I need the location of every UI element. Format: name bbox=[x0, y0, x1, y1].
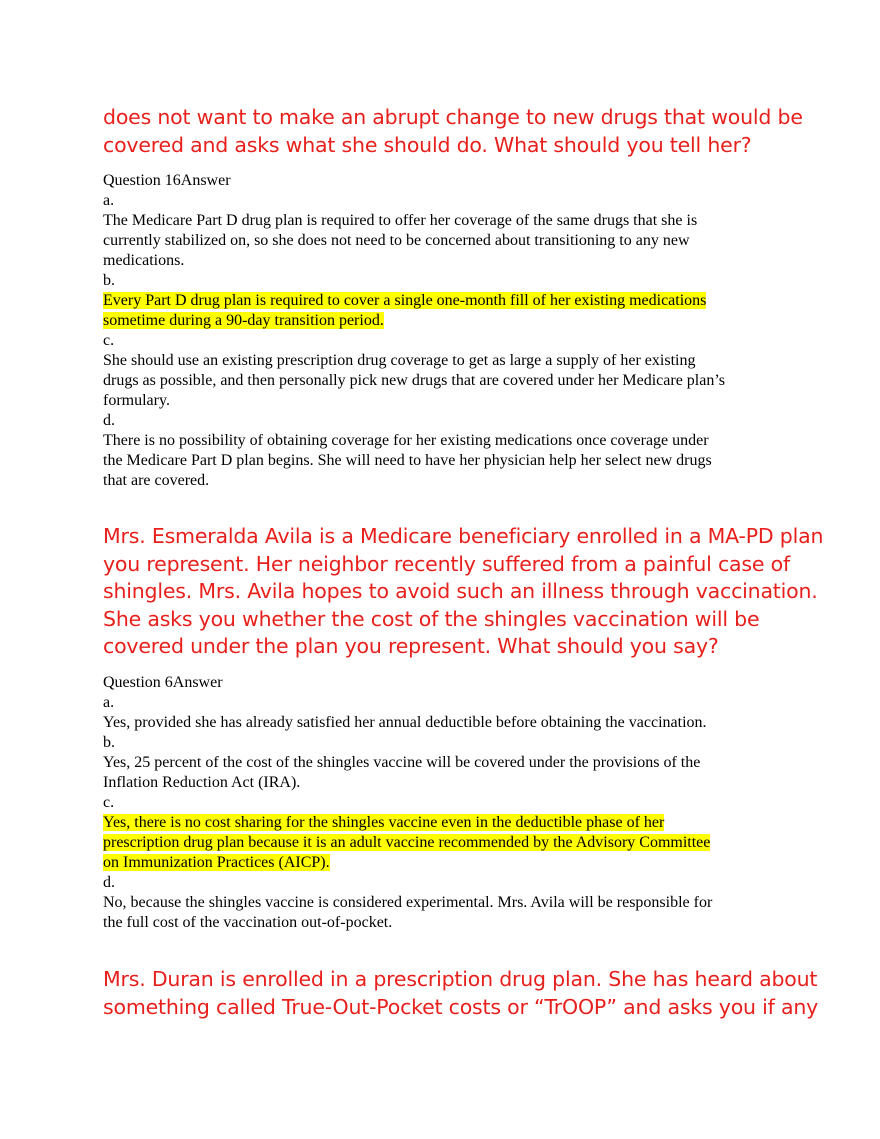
option-letter-d: d. bbox=[103, 412, 115, 429]
prompt-line: covered and asks what she should do. What should you tell her? bbox=[103, 132, 752, 157]
question-prompt-2 bbox=[103, 523, 823, 661]
option-text-c: She should use an existing prescription drug coverage to get as large a supply of her existing bbox=[103, 352, 696, 369]
option-text-d: the Medicare Part D plan begins. She will need to have her physician help her select new drugs bbox=[103, 452, 712, 469]
option-letter-a: a. bbox=[103, 192, 115, 209]
prompt-line: does not want to make an abrupt change to new drugs that would be bbox=[103, 105, 803, 129]
option-text-a: Yes, provided she has already satisfied her annual deductible before obtaining the vaccination. bbox=[103, 714, 707, 731]
option-letter-a: a. bbox=[103, 694, 115, 711]
option-text-d: that are covered. bbox=[103, 472, 210, 489]
prompt-line: you represent. Her neighbor recently suffered from a painful case of bbox=[103, 551, 790, 576]
option-letter-c: c. bbox=[103, 794, 115, 811]
question-label: Question 16Answer bbox=[103, 172, 231, 189]
option-text-d: There is no possibility of obtaining coverage for her existing medications once coverage under bbox=[103, 432, 709, 449]
option-letter-b: b. bbox=[103, 272, 115, 289]
prompt-line: covered under the plan you represent. What should you say? bbox=[103, 634, 719, 658]
option-text-b-highlighted: Every Part D drug plan is required to cover a single one-month fill of her existing medications bbox=[103, 292, 707, 309]
option-text-c-highlighted: on Immunization Practices (AICP). bbox=[103, 854, 330, 871]
option-letter-c: c. bbox=[103, 332, 115, 349]
option-text-b: Yes, 25 percent of the cost of the shingles vaccine will be covered under the provisions of the bbox=[103, 754, 701, 771]
question-label: Question 6Answer bbox=[103, 674, 223, 691]
option-text-a: medications. bbox=[103, 252, 185, 269]
prompt-line: something called True-Out-Pocket costs or “TrOOP” and asks you if any bbox=[103, 994, 819, 1019]
option-text-a: currently stabilized on, so she does not need to be concerned about transitioning to any new bbox=[103, 232, 690, 249]
option-text-c-highlighted: prescription drug plan because it is an adult vaccine recommended by the Advisory Committee bbox=[103, 834, 711, 851]
prompt-line: Mrs. Duran is enrolled in a prescription drug plan. She has heard about bbox=[103, 967, 818, 991]
question-prompt-1 bbox=[103, 104, 803, 159]
option-text-a: The Medicare Part D drug plan is required to offer her coverage of the same drugs that she is bbox=[103, 212, 698, 229]
prompt-line: Mrs. Esmeralda Avila is a Medicare beneficiary enrolled in a MA-PD plan bbox=[103, 524, 824, 548]
prompt-line: shingles. Mrs. Avila hopes to avoid such an illness through vaccination. bbox=[103, 579, 818, 603]
question-6 bbox=[103, 673, 783, 933]
option-text-d: the full cost of the vaccination out-of-pocket. bbox=[103, 914, 393, 931]
prompt-line: She asks you whether the cost of the shingles vaccination will be bbox=[103, 606, 760, 631]
option-text-c: drugs as possible, and then personally pick new drugs that are covered under her Medicare plan’s bbox=[103, 372, 726, 389]
question-16 bbox=[103, 171, 783, 491]
option-text-b: Inflation Reduction Act (IRA). bbox=[103, 774, 301, 791]
question-prompt-3 bbox=[103, 966, 818, 1021]
option-text-c-highlighted: Yes, there is no cost sharing for the shingles vaccine even in the deductible phase of her bbox=[103, 814, 665, 831]
option-text-b-highlighted: sometime during a 90-day transition period. bbox=[103, 312, 384, 329]
option-letter-b: b. bbox=[103, 734, 115, 751]
option-text-d: No, because the shingles vaccine is considered experimental. Mrs. Avila will be responsible for bbox=[103, 894, 713, 911]
option-letter-d: d. bbox=[103, 874, 115, 891]
option-text-c: formulary. bbox=[103, 392, 170, 409]
